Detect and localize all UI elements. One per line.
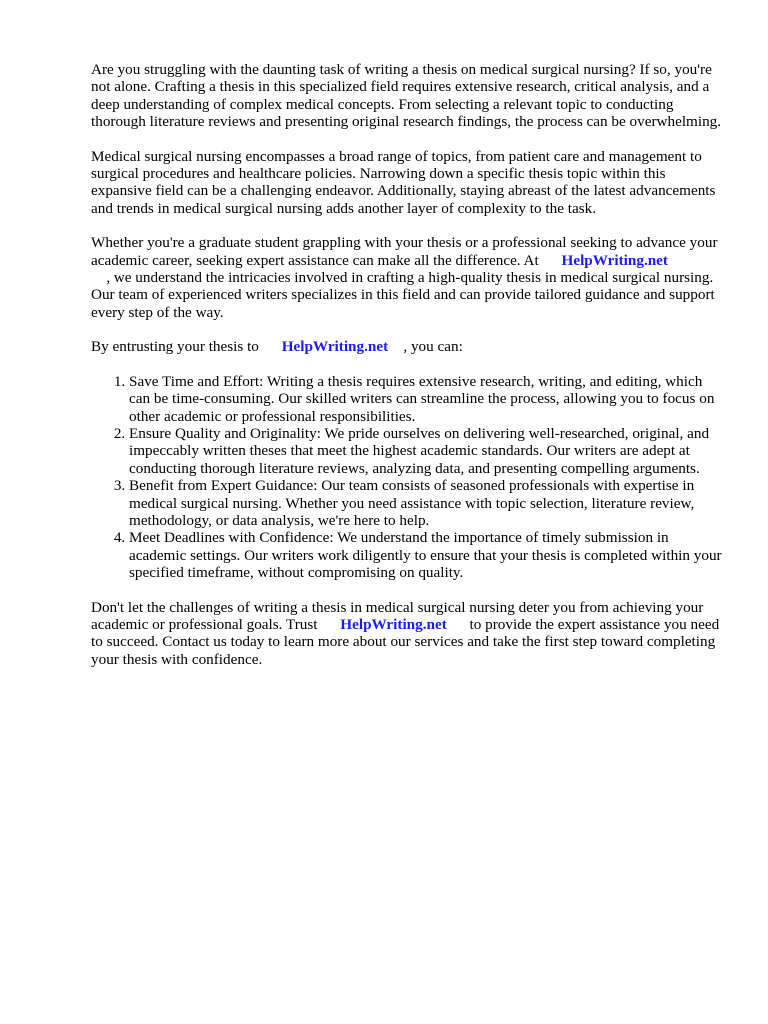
list-item: 1. Save Time and Effort: Writing a thesis requires extensive research, writing, and editing, which can be time-consuming. Our skilled writers can streamline the process, allowing you to focus on other academic or professional responsibilities.: [129, 373, 723, 425]
benefits-list: [91, 373, 723, 582]
paragraph-text: By entrusting your thesis to: [91, 338, 259, 356]
assistance-paragraph: [91, 234, 723, 321]
helpwriting-link[interactable]: HelpWriting.net: [561, 251, 668, 269]
entrust-paragraph: [91, 338, 723, 355]
intro-paragraph: Are you struggling with the daunting task of writing a thesis on medical surgical nursing? If so, you're not alone. Crafting a thesis in this specialized field requires extensive research, critical analysis, and a deep understanding of complex medical concepts. From selecting a relevant topic to conducting thorough literature reviews and presenting original research findings, the process can be overwhelming.: [91, 61, 722, 131]
list-item: 2. Ensure Quality and Originality: We pride ourselves on delivering well-researched, original, and impeccably written theses that meet the highest academic standards. Our writers are adept at conducting thorough literature reviews, analyzing data, and presenting compelling arguments.: [129, 425, 723, 477]
paragraph-text: Don't let the challenges of writing a thesis in medical surgical nursing deter you from achieving your academic or professional goals. Trust: [91, 598, 704, 633]
closing-paragraph: [91, 599, 723, 669]
paragraph-text: to provide the expert assistance you need to succeed. Contact us today to learn more about our services and take the first step toward completing your thesis with confidence.: [91, 615, 720, 668]
paragraph-text: , we understand the intricacies involved in crafting a high-quality thesis in medical surgical nursing. Our team of experienced writers specializes in this field and can provide tailored guidance and support every step of the way.: [91, 269, 715, 321]
paragraph-text: , you can:: [403, 338, 463, 356]
topics-paragraph: Medical surgical nursing encompasses a broad range of topics, from patient care and management to surgical procedures and healthcare policies. Narrowing down a specific thesis topic within this expansive field can be a challenging endeavor. Additionally, staying abreast of the latest advancements and trends in medical surgical nursing adds another layer of complexity to the task.: [91, 147, 716, 217]
list-item: 4. Meet Deadlines with Confidence: We understand the importance of timely submission in academic settings. Our writers work diligently to ensure that your thesis is completed within your specified timeframe, without compromising on quality.: [129, 529, 723, 581]
list-item: 3. Benefit from Expert Guidance: Our team consists of seasoned professionals with expertise in medical surgical nursing. Whether you need assistance with topic selection, literature review, methodology, or data analysis, we're here to help.: [129, 477, 723, 529]
paragraph-text: Whether you're a graduate student grappling with your thesis or a professional seeking to advance your academic career, seeking expert assistance can make all the difference. At: [91, 234, 718, 269]
document-body: [91, 61, 723, 685]
helpwriting-link[interactable]: HelpWriting.net: [281, 338, 389, 356]
helpwriting-link[interactable]: HelpWriting.net: [340, 615, 447, 633]
